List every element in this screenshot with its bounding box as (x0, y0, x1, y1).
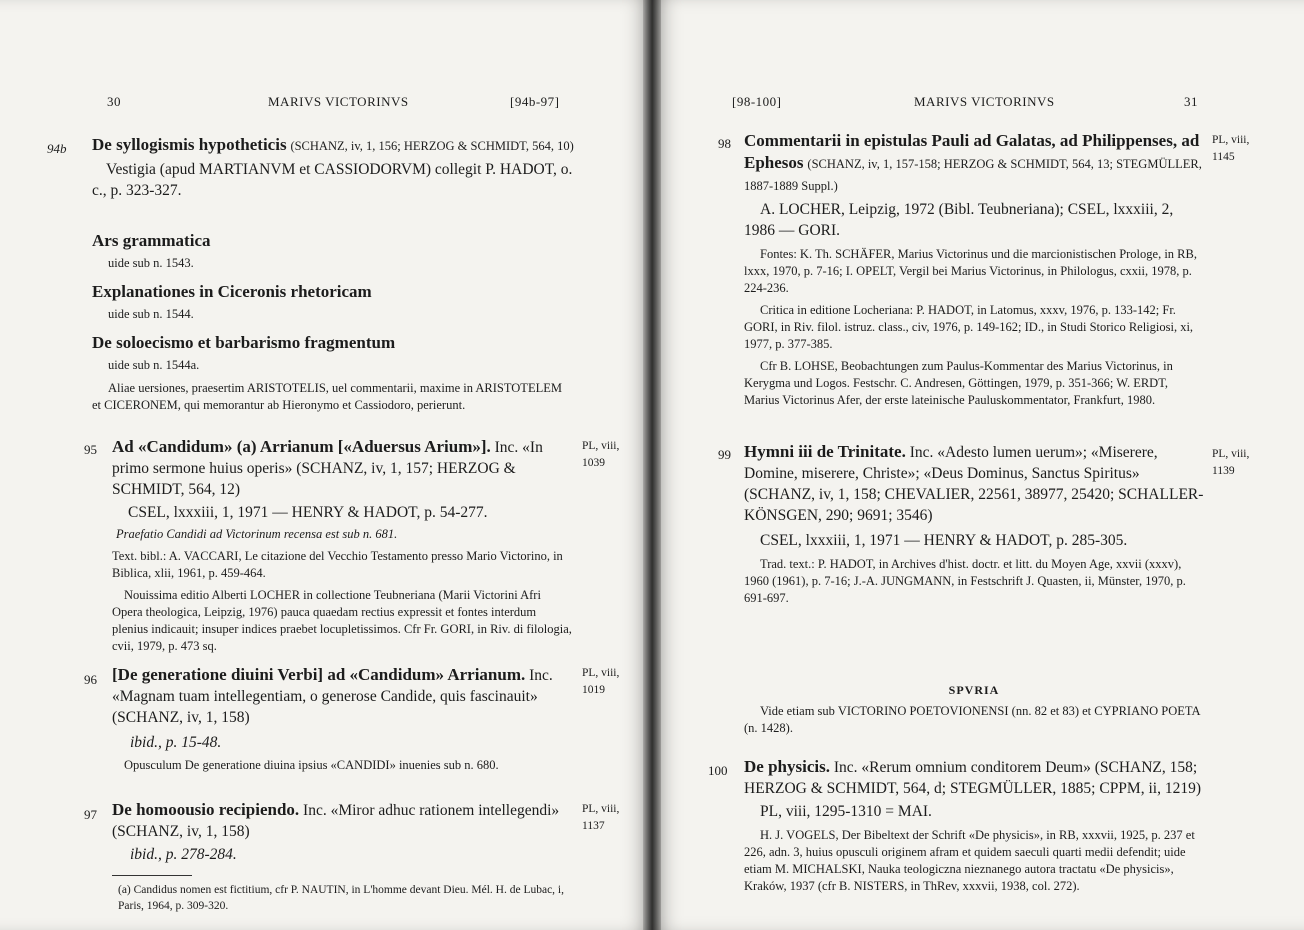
entry-note: Aliae uersiones, praesertim ARISTOTELIS, uel commentarii, maxime in ARISTOTELEM et CICERONEM, qui memorantur ab Hieronymo et Cassiodoro, perierunt. (92, 381, 562, 412)
entry-title: De physicis. (744, 757, 830, 776)
entry-title: De homoousio recipiendo. (112, 800, 300, 819)
entry-title: Explanationes in Ciceronis rhetoricam (92, 282, 372, 301)
entry-95 (112, 436, 574, 655)
entry-97 (112, 799, 574, 865)
entry-fontes: Fontes: K. Th. SCHÄFER, Marius Victorinus und die marcionistischen Prologe, in RB, lxxx, 1970, p. 7-16; I. OPELT, Vergil bei Marius Victorinus, in Philologus, cxxii, 1978, p. 224-236. (744, 247, 1197, 295)
entry-text: Vestigia (apud MARTIANVM et CASSIODORVM) collegit P. HADOT, o. c., p. 323-327. (92, 161, 573, 199)
entry-title: Commentarii in epistulas Pauli ad Galatas, ad Philippenses, ad Ephesos (744, 131, 1200, 172)
entry-100 (744, 756, 1204, 895)
spuria-section (744, 680, 1204, 737)
entry-refs: (SCHANZ, iv, 1, 156; HERZOG & SCHMIDT, 564, 10) (290, 139, 574, 153)
entry-94b (92, 134, 574, 201)
entry-title: De soloecismo et barbarismo fragmentum (92, 333, 396, 352)
entry-note: Opusculum De generatione diuina ipsius «CANDIDI» inuenies sub n. 680. (124, 758, 499, 772)
entry-number: 100 (708, 763, 728, 778)
entry-sub: uide sub n. 1544a. (108, 358, 200, 372)
left-running-head: MARIVS VICTORINVS (268, 94, 409, 109)
margin-ref: PL, viii, 1019 (582, 667, 620, 696)
entry-sub: uide sub n. 1544. (108, 307, 194, 321)
left-page-range: [94b-97] (510, 94, 560, 109)
margin-ref: PL, viii, 1139 (1212, 448, 1250, 477)
entry-incipit: Inc. «Rerum omnium conditorem Deum» (SCHANZ, 158; HERZOG & SCHMIDT, 564, d; STEGMÜLLER, 1885; CPPM, ii, 1219) (744, 759, 1201, 797)
entry-edition: ibid., p. 278-284. (130, 846, 237, 863)
entry-title: [De generatione diuini Verbi] ad «Candidum» Arrianum. (112, 665, 526, 684)
right-page-range: [98-100] (732, 94, 782, 109)
right-page (652, 0, 1304, 930)
entry-96 (112, 664, 574, 774)
footnote: (a) Candidus nomen est fictitium, cfr P. NAUTIN, in L'homme devant Dieu. Mél. H. de Lubac, i, Paris, 1964, p. 309-320. (118, 884, 565, 912)
entry-number: 98 (718, 136, 731, 151)
entry-edition: CSEL, lxxxiii, 1, 1971 — HENRY & HADOT, p. 285-305. (760, 532, 1128, 549)
footnote-rule (112, 875, 192, 876)
entry-sub: uide sub n. 1543. (108, 256, 194, 270)
entry-title: De syllogismis hypotheticis (92, 135, 287, 154)
entry-number: 95 (84, 442, 97, 457)
entry-edition: ibid., p. 15-48. (130, 734, 222, 751)
right-running-head: MARIVS VICTORINVS (914, 94, 1055, 109)
book-gutter (643, 0, 661, 930)
entry-edition: CSEL, lxxxiii, 1, 1971 — HENRY & HADOT, p. 54-277. (128, 504, 488, 521)
entry-critica: Critica in editione Locheriana: P. HADOT, in Latomus, xxxv, 1976, p. 133-142; Fr. GORI, in Riv. filol. istruz. class., civ, 1976, p. 149-162; ID., in Studi Storico Religiosi, xi, 1977, p. 377-385. (744, 303, 1194, 351)
entry-trad: Trad. text.: P. HADOT, in Archives d'hist. doctr. et litt. du Moyen Age, xxvii (xxxv), 1960 (1961), p. 7-16; J.-A. JUNGMANN, in Festschrift J. Quasten, ii, Münster, 1970, p. 691-697. (744, 557, 1186, 605)
entry-number: 96 (84, 672, 97, 687)
entry-incipit: Inc. «Miror adhuc rationem intellegendi» (SCHANZ, iv, 1, 158) (112, 802, 560, 840)
margin-ref: PL, viii, 1039 (582, 440, 620, 469)
entry-note: Nouissima editio Alberti LOCHER in collectione Teubneriana (Marii Victorini Afri Opera theologica, Leipzig, 1976) pauca quaedam rectius expressit et fontes interdum plenius indicauit; insuper indices praebet locupletissimos. Cfr Fr. GORI, in Riv. di filologia, cvii, 1979, p. 473 sq. (112, 588, 572, 653)
right-page-number: 31 (1184, 94, 1198, 109)
entry-ars (92, 230, 574, 274)
entry-edition: A. LOCHER, Leipzig, 1972 (Bibl. Teubneriana); CSEL, lxxxiii, 2, 1986 — GORI. (744, 201, 1174, 239)
entry-number: 94b (47, 141, 67, 156)
entry-edition: PL, viii, 1295-1310 = MAI. (760, 803, 932, 820)
entry-incipit: Inc. «Adesto lumen uerum»; «Miserere, Domine, miserere, Christe»; «Deus Dominus, Sanctus Spiritus» (SCHANZ, iv, 1, 158; CHEVALIER, 22561, 38977, 25420; SCHALLER-KÖNSGEN, 290; 9691; 3546) (744, 444, 1204, 524)
entry-explanationes (92, 281, 574, 325)
margin-ref: PL, viii, 1137 (582, 803, 620, 832)
entry-soloecismo (92, 332, 574, 414)
left-page-number: 30 (107, 94, 121, 109)
entry-bibl: Text. bibl.: A. VACCARI, Le citazione del Vecchio Testamento presso Mario Victorino, in Biblica, xlii, 1961, p. 459-464. (112, 549, 563, 580)
entry-number: 97 (84, 807, 97, 822)
entry-98 (744, 130, 1204, 409)
entry-title: Ad «Candidum» (a) Arrianum [«Aduersus Arium»]. (112, 437, 491, 456)
entry-99 (744, 441, 1204, 607)
entry-incipit: Inc. «In primo sermone huius operis» (SCHANZ, iv, 1, 157; HERZOG & SCHMIDT, 564, 12) (112, 439, 543, 498)
entry-number: 99 (718, 447, 731, 462)
entry-title: Ars grammatica (92, 231, 211, 250)
entry-note: Praefatio Candidi ad Victorinum recensa est sub n. 681. (116, 527, 398, 541)
entry-refs: (SCHANZ, iv, 1, 157-158; HERZOG & SCHMIDT, 564, 13; STEGMÜLLER, 1887-1889 Suppl.) (744, 157, 1202, 193)
entry-cfr: Cfr B. LOHSE, Beobachtungen zum Paulus-Kommentar des Marius Victorinus, in Kerygma und Logos. Festschr. C. Andresen, Göttingen, 1979, p. 351-366; W. ERDT, Marius Victorinus Afer, der erste lateinische Pauluskommentator, Frankfurt, 1980. (744, 359, 1173, 407)
entry-note: H. J. VOGELS, Der Bibeltext der Schrift «De physicis», in RB, xxxvii, 1925, p. 237 et 226, adn. 3, huius opusculi originem afram et quidem saeculi quarti medii defendit; uide etiam M. MICHALSKI, Nauka teologiczna nieznanego autora tractatu «De physicis», Kraków, 1937 (cfr B. NISTERS, in ThRev, xxxvii, 1938, col. 272). (744, 828, 1195, 893)
margin-ref: PL, viii, 1145 (1212, 134, 1250, 163)
section-heading: SPVRIA (948, 683, 1000, 697)
entry-incipit: Inc. «Magnam tuam intellegentiam, o generose Candide, quis fascinauit» (SCHANZ, iv, 1, 158) (112, 667, 553, 726)
section-text: Vide etiam sub VICTORINO POETOVIONENSI (nn. 82 et 83) et CYPRIANO POETA (n. 1428). (744, 704, 1200, 735)
entry-title: Hymni iii de Trinitate. (744, 442, 906, 461)
